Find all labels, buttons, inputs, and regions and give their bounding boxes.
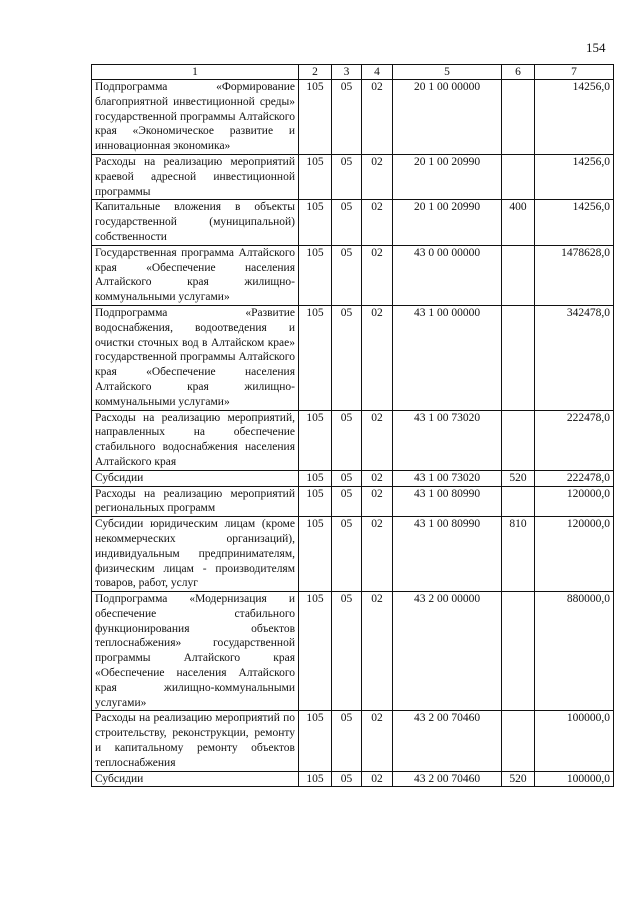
table-row (92, 80, 614, 155)
cell-target-article: 20 1 00 20990 (393, 200, 502, 245)
row-name: Расходы на реализацию мероприятий региональных программ (92, 486, 299, 517)
cell-code: 105 (299, 592, 332, 711)
cell-code: 105 (299, 154, 332, 199)
cell-code: 105 (299, 245, 332, 305)
cell-expense-type (502, 486, 535, 517)
cell-expense-type: 810 (502, 517, 535, 592)
cell-section: 05 (332, 80, 362, 155)
cell-section: 05 (332, 470, 362, 486)
cell-section: 05 (332, 154, 362, 199)
cell-amount: 342478,0 (535, 305, 614, 410)
col-header: 2 (299, 65, 332, 80)
cell-amount: 1478628,0 (535, 245, 614, 305)
cell-expense-type: 520 (502, 470, 535, 486)
cell-subsection: 02 (362, 771, 393, 787)
col-header: 7 (535, 65, 614, 80)
table-row (92, 200, 614, 245)
cell-target-article: 20 1 00 20990 (393, 154, 502, 199)
cell-amount: 14256,0 (535, 80, 614, 155)
cell-subsection: 02 (362, 486, 393, 517)
cell-expense-type (502, 410, 535, 470)
budget-table (91, 64, 614, 787)
cell-subsection: 02 (362, 154, 393, 199)
cell-amount: 14256,0 (535, 154, 614, 199)
cell-code: 105 (299, 711, 332, 771)
row-name: Капитальные вложения в объекты государственной (муниципальной) собственности (92, 200, 299, 245)
cell-target-article: 43 2 00 00000 (393, 592, 502, 711)
cell-expense-type: 400 (502, 200, 535, 245)
cell-subsection: 02 (362, 80, 393, 155)
row-name: Расходы на реализацию мероприятий по строительству, реконструкции, ремонту и капитальному ремонту объектов теплоснабжения (92, 711, 299, 771)
cell-expense-type (502, 245, 535, 305)
cell-section: 05 (332, 245, 362, 305)
cell-subsection: 02 (362, 592, 393, 711)
cell-amount: 880000,0 (535, 592, 614, 711)
row-name: Подпрограмма «Формирование благоприятной инвестиционной среды» государственной программы Алтайского края «Экономическое развитие и инновационная экономика» (92, 80, 299, 155)
cell-section: 05 (332, 305, 362, 410)
cell-expense-type (502, 592, 535, 711)
cell-expense-type (502, 80, 535, 155)
table-row (92, 410, 614, 470)
cell-section: 05 (332, 517, 362, 592)
col-header: 5 (393, 65, 502, 80)
cell-expense-type (502, 711, 535, 771)
table-row (92, 771, 614, 787)
cell-amount: 222478,0 (535, 470, 614, 486)
cell-target-article: 43 1 00 80990 (393, 486, 502, 517)
cell-code: 105 (299, 200, 332, 245)
cell-section: 05 (332, 486, 362, 517)
cell-code: 105 (299, 305, 332, 410)
row-name: Подпрограмма «Развитие водоснабжения, водоотведения и очистки сточных вод в Алтайском крае» государственной программы Алтайского края «Обеспечение населения Алтайского края жилищно-коммунальными услугами» (92, 305, 299, 410)
cell-target-article: 43 2 00 70460 (393, 771, 502, 787)
col-header: 1 (92, 65, 299, 80)
table-row (92, 486, 614, 517)
cell-section: 05 (332, 592, 362, 711)
page-number: 154 (586, 40, 606, 55)
cell-subsection: 02 (362, 410, 393, 470)
row-name: Расходы на реализацию мероприятий краевой адресной инвестиционной программы (92, 154, 299, 199)
cell-amount: 100000,0 (535, 771, 614, 787)
cell-amount: 14256,0 (535, 200, 614, 245)
row-name: Подпрограмма «Модернизация и обеспечение стабильного функционирования объектов теплоснабжения» государственной программы Алтайского края «Обеспечение населения Алтайского края жилищно-коммунальными услугами» (92, 592, 299, 711)
table-row (92, 711, 614, 771)
cell-subsection: 02 (362, 305, 393, 410)
cell-target-article: 43 1 00 80990 (393, 517, 502, 592)
cell-amount: 120000,0 (535, 517, 614, 592)
cell-subsection: 02 (362, 200, 393, 245)
row-name: Субсидии юридическим лицам (кроме некоммерческих организаций), индивидуальным предпринимателям, физическим лицам - производителям товаров, работ, услуг (92, 517, 299, 592)
cell-subsection: 02 (362, 711, 393, 771)
cell-subsection: 02 (362, 245, 393, 305)
row-name: Субсидии (92, 470, 299, 486)
table-row (92, 517, 614, 592)
cell-target-article: 43 1 00 73020 (393, 470, 502, 486)
cell-target-article: 43 2 00 70460 (393, 711, 502, 771)
table-row (92, 592, 614, 711)
cell-section: 05 (332, 711, 362, 771)
cell-amount: 120000,0 (535, 486, 614, 517)
cell-expense-type (502, 305, 535, 410)
table-row (92, 470, 614, 486)
cell-code: 105 (299, 517, 332, 592)
table-row (92, 305, 614, 410)
cell-amount: 100000,0 (535, 711, 614, 771)
header-row (92, 65, 614, 80)
cell-section: 05 (332, 410, 362, 470)
cell-section: 05 (332, 771, 362, 787)
cell-target-article: 20 1 00 00000 (393, 80, 502, 155)
table-row (92, 245, 614, 305)
col-header: 4 (362, 65, 393, 80)
table-row (92, 154, 614, 199)
row-name: Субсидии (92, 771, 299, 787)
cell-code: 105 (299, 486, 332, 517)
cell-target-article: 43 0 00 00000 (393, 245, 502, 305)
cell-code: 105 (299, 771, 332, 787)
col-header: 6 (502, 65, 535, 80)
cell-target-article: 43 1 00 00000 (393, 305, 502, 410)
cell-expense-type (502, 154, 535, 199)
cell-code: 105 (299, 80, 332, 155)
col-header: 3 (332, 65, 362, 80)
cell-subsection: 02 (362, 517, 393, 592)
row-name: Расходы на реализацию мероприятий, направленных на обеспечение стабильного водоснабжения населения Алтайского края (92, 410, 299, 470)
cell-code: 105 (299, 470, 332, 486)
cell-code: 105 (299, 410, 332, 470)
row-name: Государственная программа Алтайского края «Обеспечение населения Алтайского края жилищно-коммунальными услугами» (92, 245, 299, 305)
cell-section: 05 (332, 200, 362, 245)
cell-target-article: 43 1 00 73020 (393, 410, 502, 470)
cell-subsection: 02 (362, 470, 393, 486)
cell-expense-type: 520 (502, 771, 535, 787)
cell-amount: 222478,0 (535, 410, 614, 470)
